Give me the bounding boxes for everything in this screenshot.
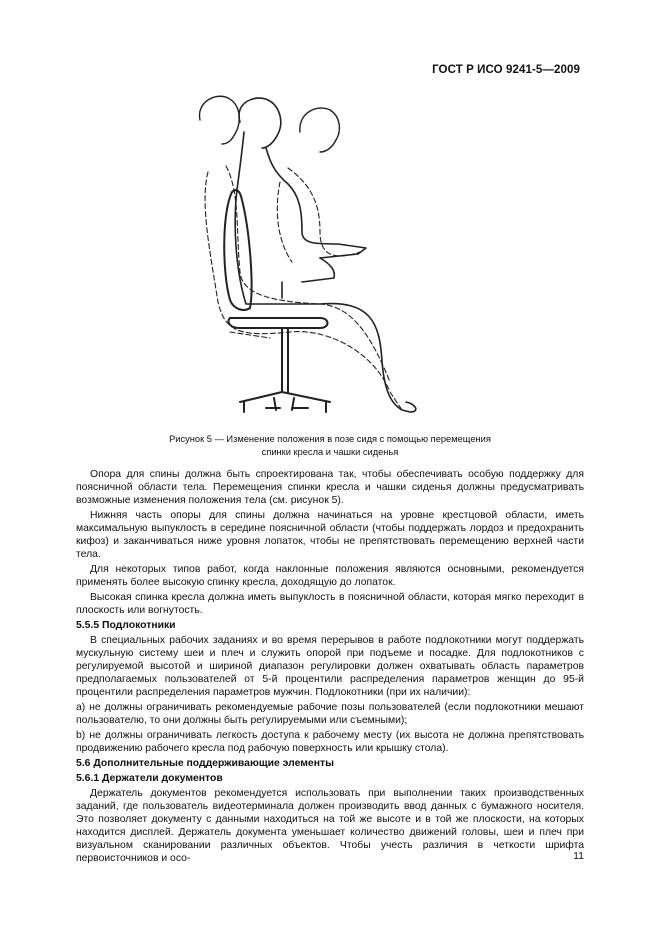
caption-line-2: спинки кресла и чашки сиденья (261, 447, 399, 457)
chair (224, 190, 330, 412)
standard-header: ГОСТ Р ИСО 9241-5—2009 (432, 64, 580, 76)
figure-caption (95, 433, 565, 459)
caption-line-1: Рисунок 5 — Изменение положения в позе сидя с помощью перемещения (169, 434, 491, 444)
paragraph-back-support: Опора для спины должна быть спроектирована так, чтобы обеспечивать особую поддержку для поясничной области тела. Перемещения спинки кресла и чашки сиденья должны предусматривать возможные изменения положения тела (см. рисунок 5). (76, 469, 584, 506)
list-item-b: b) не должны ограничивать легкость доступа к рабочему месту (их высота не должна препятствовать продвижению рабочего кресла под рабочую поверхность или крышку стола). (76, 730, 584, 754)
page-number: 11 (573, 850, 584, 862)
reclined-figure-outline (205, 166, 402, 410)
figure-seated-postures (170, 92, 470, 422)
paragraph-armrests: В специальных рабочих заданиях и во время перерывов в работе подлокотники могут поддержать мускульную систему шеи и плеч и служить опорой при подъеме и посадке. Для подлокотников с регулируемой высотой и шириной диапазон регулировки должен охватывать область параметров предполагаемых пользователей от 5-й процентили распределения параметров женщин до 95-й процентили распределения параметров мужчин. Подлокотники (при их наличии): (76, 635, 584, 698)
paragraph-high-back: Для некоторых типов работ, когда наклонные положения являются основными, рекомендуется применять более высокую спинку кресла, доходящую до лопаток. (76, 564, 584, 588)
seated-person-illustration (170, 92, 470, 422)
section-heading-armrests: 5.5.5 Подлокотники (76, 620, 176, 631)
list-item-a: a) не должны ограничивать рекомендуемые рабочие позы пользователей (если подлокотники мешают пользователю, то они должны быть регулируемыми или съемными); (76, 702, 584, 726)
paragraph-high-back-convexity: Высокая спинка кресла должна иметь выпуклость в поясничной области, которая мягко переходит в плоскость или вогнутость. (76, 592, 584, 616)
forward-figure-outline (277, 168, 360, 262)
additional-heads (199, 96, 339, 152)
document-body (76, 468, 584, 867)
section-heading-document-holders: 5.6.1 Держатели документов (76, 773, 223, 784)
section-heading-additional-supports: 5.6 Дополнительные поддерживающие элементы (76, 758, 334, 769)
paragraph-lower-support: Нижняя часть опоры для спины должна начинаться на уровне крестцовой области, иметь максимальную выпуклость в середине поясничной области (чтобы поддержать лордоз и предохранить кифоз) и заканчиваться ниже уровня лопаток, чтобы не препятствовать перемещению верхней части тела. (76, 510, 584, 560)
seated-person (235, 98, 416, 412)
paragraph-document-holders: Держатель документов рекомендуется использовать при выполнении таких производственных заданий, где пользователь видеотерминала должен производить ввод данных с бумажного носителя. Это позволяет документу с данными находиться на той же высоте и в той же плоскости, на которых находится дисплей. Держатель документа уменьшает количество движений головы, шеи и плеч при визуальном сканировании различных объектов. Чтобы учесть различия в четкости шрифта первоисточников и осо- (76, 788, 584, 864)
